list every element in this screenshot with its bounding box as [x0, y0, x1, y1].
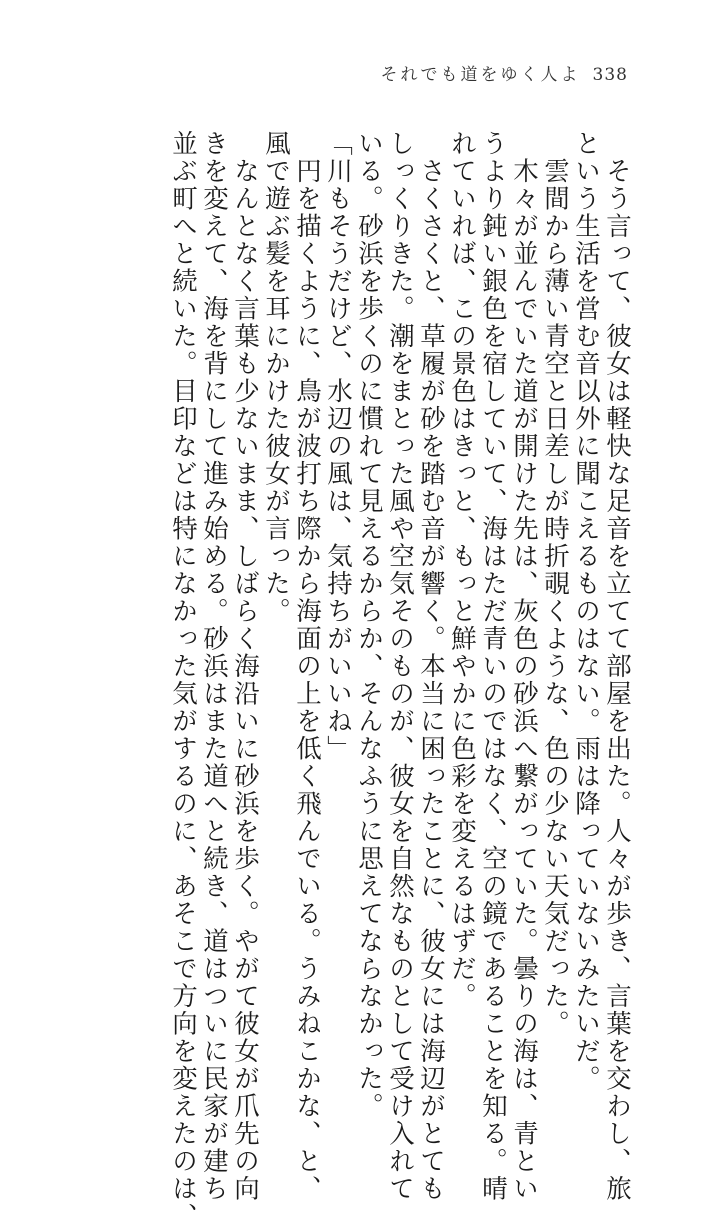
text-line: 風で遊ぶ髪を耳にかけた彼女が言った。: [261, 130, 291, 625]
text-line: しっくりきた。潮をまとった風や空気そのものが、彼女を自然なものとして受け入れて: [385, 130, 415, 1203]
text-line: という生活を営む音以外に聞こえるものはない。雨は降っていないみたいだ。: [571, 130, 601, 1093]
text-line: きを変えて、海を背にして進み始める。砂浜はまた道へと続き、道はついに民家が建ち: [199, 130, 229, 1203]
text-line: 「川もそうだけど、水辺の風は、気持ちがいいね」: [323, 130, 353, 763]
running-header: [381, 60, 628, 85]
text-line: さくさくと、草履が砂を踏む音が響く。本当に困ったことに、彼女には海辺がとても: [416, 130, 446, 1203]
running-title: それでも道をゆく人よ: [380, 65, 581, 85]
text-line: 雲間から薄い青空と日差しが時折覗くような、色の少ない天気だった。: [540, 130, 570, 1038]
body-text: [167, 130, 632, 1230]
text-line: 木々が並んでいた道が開けた先は、灰色の砂浜へ繋がっていた。曇りの海は、青とい: [509, 130, 539, 1203]
text-line: いる。砂浜を歩くのに慣れて見えるからか、そんなふうに思えてならなかった。: [354, 130, 384, 1120]
page-number: 338: [592, 65, 628, 85]
text-line: 円を描くように、鳥が波打ち際から海面の上を低く飛んでいる。うみねこかな、と、: [292, 130, 322, 1203]
text-line: なんとなく言葉も少ないまま、しばらく海沿いに砂浜を歩く。やがて彼女が爪先の向: [230, 130, 260, 1203]
text-line: うより鈍い銀色を宿していて、海はただ青いのではなく、空の鏡であることを知る。晴: [478, 130, 508, 1203]
text-line: そう言って、彼女は軽快な足音を立てて部屋を出た。人々が歩き、言葉を交わし、旅: [602, 130, 632, 1203]
text-line: 並ぶ町へと続いた。目印などは特になかった気がするのに、あそこで方向を変えたのは、: [168, 130, 198, 1230]
text-line: れていれば、この景色はきっと、もっと鮮やかに色彩を変えるはずだ。: [447, 130, 477, 1010]
